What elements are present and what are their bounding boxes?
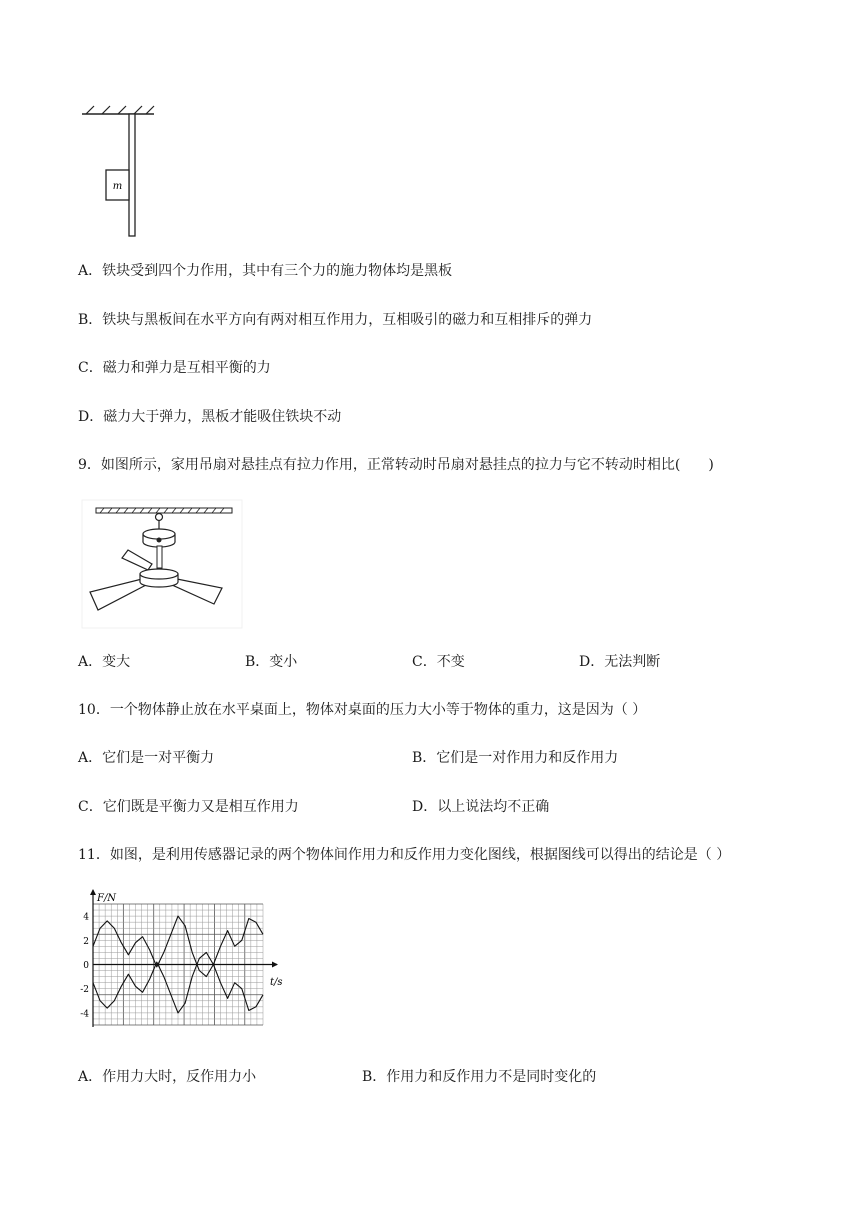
x-axis-arrow <box>272 962 278 968</box>
q9-option-b: B．变小 <box>245 654 298 670</box>
q8-option-a: A．铁块受到四个力作用，其中有三个力的施力物体均是黑板 <box>78 263 453 279</box>
blackboard-block-figure <box>78 104 168 244</box>
q11-option-a: A．作用力大时，反作用力小 <box>78 1069 257 1085</box>
q9-option-a: A．变大 <box>78 654 131 670</box>
q11-option-b: B．作用力和反作用力不是同时变化的 <box>362 1069 597 1085</box>
q8-option-b: B．铁块与黑板间在水平方向有两对相互作用力，互相吸引的磁力和互相排斥的弹力 <box>78 312 593 328</box>
ceiling-fan-figure <box>82 500 242 630</box>
q10-option-b: B．它们是一对作用力和反作用力 <box>412 750 619 766</box>
y-tick-label: -2 <box>80 985 89 996</box>
q8-option-c: C．磁力和弹力是互相平衡的力 <box>78 360 271 376</box>
q10-stem: 10．一个物体静止放在水平桌面上，物体对桌面的压力大小等于物体的重力，这是因为（ ） <box>78 702 647 718</box>
y-axis-label: F/N <box>97 893 117 904</box>
q8-option-d: D．磁力大于弹力，黑板才能吸住铁块不动 <box>78 409 342 425</box>
block-label: m <box>112 181 123 192</box>
q10-option-c: C．它们既是平衡力又是相互作用力 <box>78 799 299 815</box>
q10-option-a: A．它们是一对平衡力 <box>78 750 215 766</box>
y-tick-label: 4 <box>83 912 89 923</box>
q11-stem: 11．如图，是利用传感器记录的两个物体间作用力和反作用力变化图线，根据图线可以得出的结论是（ ） <box>78 847 731 863</box>
y-axis-arrow <box>90 889 96 895</box>
y-tick-label: -4 <box>80 1009 89 1020</box>
q9-stem: 9．如图所示，家用吊扇对悬挂点有拉力作用，正常转动时吊扇对悬挂点的拉力与它不转动时相比( ) <box>78 457 714 473</box>
q10-option-d: D．以上说法均不正确 <box>412 799 550 815</box>
y-tick-label: 0 <box>83 961 89 971</box>
force-time-chart <box>75 888 305 1038</box>
y-tick-label: 2 <box>83 936 89 947</box>
x-axis-label: t/s <box>270 977 283 988</box>
q9-option-d: D．无法判断 <box>579 654 661 670</box>
q9-option-c: C．不变 <box>412 654 465 670</box>
